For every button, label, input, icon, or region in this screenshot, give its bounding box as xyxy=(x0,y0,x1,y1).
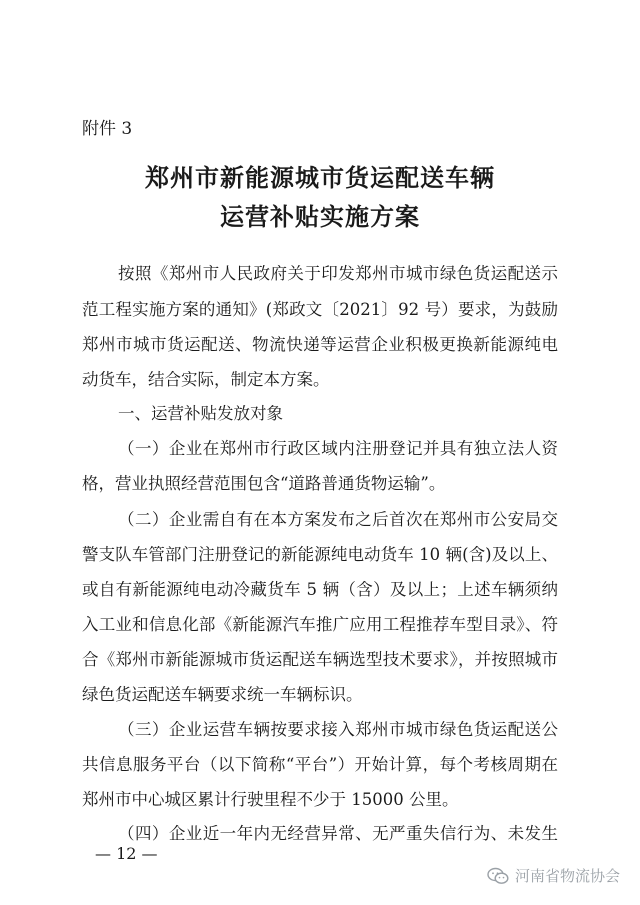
intro-line: 动货车，结合实际，制定本方案。 xyxy=(82,370,330,389)
intro-line: 按照《郑州市人民政府关于印发郑州市城市绿色货运配送示 xyxy=(118,264,558,283)
item-1-line: （一）企业在郑州市行政区域内注册登记并具有独立法人资 xyxy=(118,439,558,458)
page-number: — 12 — xyxy=(95,844,158,863)
intro-line: 范工程实施方案的通知》(郑政文〔2021〕92 号）要求，为鼓励 xyxy=(82,300,558,319)
item-2-line: （二）企业需自有在本方案发布之后首次在郑州市公安局交 xyxy=(118,510,558,529)
item-2-line: 合《郑州市新能源城市货运配送车辆选型技术要求》，并按照城市 xyxy=(82,650,558,669)
item-2-line: 或自有新能源纯电动冷藏货车 5 辆（含）及以上；上述车辆须纳 xyxy=(82,580,558,599)
watermark xyxy=(487,866,620,886)
item-3-line: 郑州市中心城区累计行驶里程不少于 15000 公里。 xyxy=(82,790,459,809)
item-2-line: 绿色货运配送车辆要求统一车辆标识。 xyxy=(82,685,363,704)
intro-line: 郑州市城市货运配送、物流快递等运营企业积极更换新能源纯电 xyxy=(82,335,558,354)
item-3-line: 共信息服务平台（以下简称“平台”）开始计算，每个考核周期在 xyxy=(82,755,558,774)
watermark-text: 河南省物流协会 xyxy=(514,867,620,885)
wechat-icon xyxy=(487,867,509,885)
item-2-line: 入工业和信息化部《新能源汽车推广应用工程推荐车型目录》、符 xyxy=(82,615,558,634)
item-2-line: 警支队车管部门注册登记的新能源纯电动货车 10 辆(含)及以上、 xyxy=(82,545,558,564)
document-title-line-2: 运营补贴实施方案 xyxy=(220,203,420,231)
item-3-line: （三）企业运营车辆按要求接入郑州市城市绿色货运配送公 xyxy=(118,720,558,739)
item-4-line: （四）企业近一年内无经营异常、无严重失信行为、未发生 xyxy=(118,824,558,843)
attachment-label: 附件 3 xyxy=(82,119,133,139)
document-title-line-1: 郑州市新能源城市货运配送车辆 xyxy=(145,164,495,192)
item-1-line: 格，营业执照经营范围包含“道路普通货物运输”。 xyxy=(82,474,446,493)
section-heading: 一、运营补贴发放对象 xyxy=(118,404,283,423)
